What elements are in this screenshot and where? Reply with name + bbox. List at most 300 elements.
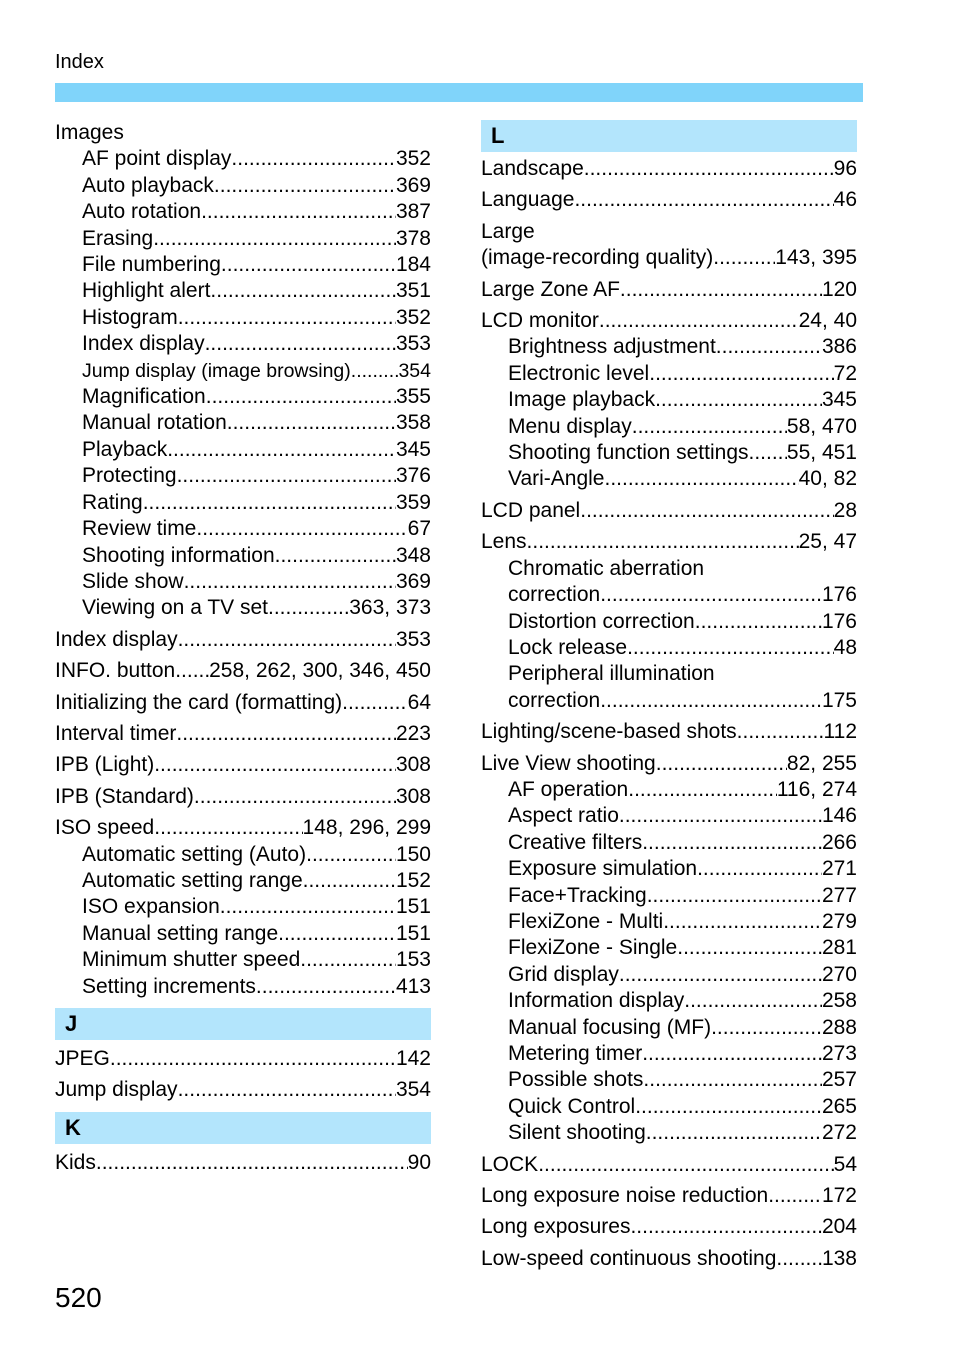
dot-leader (221, 252, 396, 278)
entry-pages: 386 (821, 335, 857, 359)
entry-pages: 413 (395, 974, 431, 998)
entry-term: Creative filters (508, 830, 643, 854)
entry-pages: 151 (395, 921, 431, 945)
entry-pages: 273 (821, 1042, 857, 1065)
header-bar (55, 83, 863, 102)
entry-pages: 151 (395, 895, 431, 919)
index-subentry (55, 173, 431, 199)
entry-pages: 348 (395, 543, 431, 567)
dot-leader (178, 305, 396, 331)
entry-term: Long exposure noise reduction (481, 1184, 769, 1208)
page-number: 520 (55, 1282, 102, 1313)
entry-term: INFO. button (55, 659, 176, 683)
entry-pages: 355 (395, 385, 431, 409)
entry-term: Initializing the card (formatting) (55, 690, 343, 714)
entry-term: Electronic level (508, 361, 650, 385)
entry-pages: 277 (821, 883, 857, 907)
index-subentry (55, 278, 431, 304)
index-entry (481, 719, 857, 745)
dot-leader (110, 1046, 396, 1072)
entry-term: Automatic setting (Auto) (82, 842, 307, 866)
index-entry (55, 120, 431, 146)
entry-pages: 146 (821, 804, 857, 828)
entry-term: Index display (55, 627, 178, 651)
index-subentry (481, 856, 857, 882)
index-entry (55, 815, 431, 841)
entry-pages: 148, 296, 299 (302, 816, 431, 840)
dot-leader (205, 331, 396, 357)
entry-term: Slide show (82, 569, 184, 593)
dot-leader (580, 498, 833, 524)
entry-term: Index display (82, 332, 205, 356)
index-subentry (55, 595, 431, 621)
entry-term: Minimum shutter speed (82, 948, 301, 972)
dot-leader (351, 358, 399, 384)
index-subentry (481, 803, 857, 829)
entry-pages: 25, 47 (798, 530, 857, 554)
dot-leader (643, 1067, 822, 1093)
entry-term: Kids (55, 1150, 96, 1174)
index-subentry (481, 466, 857, 492)
section-heading: K (55, 1112, 431, 1144)
entry-pages: 271 (821, 857, 857, 881)
index-subentry (481, 1041, 857, 1067)
index-column-left (55, 120, 431, 1176)
dot-leader (630, 1214, 822, 1240)
dot-leader (584, 156, 834, 182)
index-entry (55, 752, 431, 778)
dot-leader (620, 277, 822, 303)
entry-pages: 143, 395 (775, 246, 857, 270)
entry-pages: 46 (833, 188, 857, 212)
index-entry (55, 658, 431, 684)
dot-leader (167, 437, 396, 463)
dot-leader (642, 1041, 822, 1067)
index-subentry (55, 868, 431, 894)
entry-pages: 176 (821, 583, 857, 607)
entry-pages: 272 (821, 1121, 857, 1145)
dot-leader (716, 334, 822, 360)
index-subentry (55, 226, 431, 252)
entry-term: (image-recording quality) (481, 246, 714, 270)
dot-leader (635, 1094, 822, 1120)
index-entry (481, 1152, 857, 1178)
dot-leader (184, 569, 396, 595)
entry-term: Language (481, 188, 575, 212)
dot-leader (143, 490, 396, 516)
entry-term: Shooting information (82, 543, 275, 567)
entry-term: Large Zone AF (481, 277, 620, 301)
dot-leader (619, 803, 822, 829)
entry-term: Histogram (82, 305, 178, 329)
index-subentry (55, 490, 431, 516)
entry-term: File numbering (82, 253, 221, 277)
index-entry (55, 690, 431, 716)
entry-term: Possible shots (508, 1068, 644, 1092)
entry-term: Face+Tracking (508, 883, 647, 907)
index-subentry (55, 199, 431, 225)
entry-term: Manual focusing (MF) (508, 1015, 712, 1039)
index-subentry (55, 921, 431, 947)
index-subentry (481, 688, 857, 714)
index-subentry (481, 440, 857, 466)
entry-term: Chromatic aberration (508, 556, 705, 580)
dot-leader (599, 308, 799, 334)
entry-pages: 176 (821, 609, 857, 633)
index-entry (55, 627, 431, 653)
entry-term: FlexiZone - Single (508, 936, 678, 960)
dot-leader (201, 199, 396, 225)
dot-leader (220, 894, 396, 920)
entry-term: Lens (481, 530, 527, 554)
entry-pages: 24, 40 (798, 309, 857, 333)
index-entry (481, 1183, 857, 1209)
entry-pages: 40, 82 (798, 467, 857, 491)
entry-term: Review time (82, 517, 197, 541)
entry-term: LCD panel (481, 498, 581, 522)
entry-term: correction (508, 688, 601, 712)
entry-pages: 82, 255 (786, 751, 857, 775)
dot-leader (663, 909, 822, 935)
entry-pages: 378 (395, 226, 431, 250)
index-entry (481, 1246, 857, 1272)
dot-leader (642, 830, 822, 856)
dot-leader (303, 868, 396, 894)
index-subentry (481, 1015, 857, 1041)
entry-term: Low-speed continuous shooting (481, 1246, 777, 1270)
entry-pages: 172 (821, 1184, 857, 1208)
index-entry (481, 1214, 857, 1240)
entry-pages: 112 (823, 720, 857, 744)
dot-leader (154, 752, 396, 778)
dot-leader (210, 278, 396, 304)
dot-leader (256, 974, 396, 1000)
dot-leader (176, 721, 396, 747)
index-subentry (55, 463, 431, 489)
dot-leader (749, 440, 787, 466)
index-subentry (55, 543, 431, 569)
dot-leader (605, 466, 799, 492)
dot-leader (649, 361, 833, 387)
entry-term: Interval timer (55, 721, 177, 745)
index-subentry (55, 252, 431, 278)
entry-term: Jump display (55, 1078, 178, 1102)
entry-term: LOCK (481, 1152, 539, 1176)
index-entry (55, 1046, 431, 1072)
index-subentry (481, 909, 857, 935)
index-subentry (55, 437, 431, 463)
index-entry (55, 1077, 431, 1103)
entry-pages: 354 (398, 359, 431, 382)
entry-term: Landscape (481, 157, 584, 180)
entry-term: Playback (82, 437, 168, 461)
index-subentry (481, 1120, 857, 1146)
dot-leader (628, 777, 777, 803)
dot-leader (278, 921, 396, 947)
dot-leader (768, 1183, 822, 1209)
dot-leader (776, 1246, 822, 1272)
index-subentry (481, 962, 857, 988)
dot-leader (677, 935, 822, 961)
entry-pages: 376 (395, 464, 431, 488)
entry-pages: 281 (821, 936, 857, 960)
dot-leader (214, 173, 396, 199)
index-entry (481, 156, 857, 182)
dot-leader (231, 146, 396, 172)
entry-pages: 184 (395, 253, 431, 277)
entry-pages: 116, 274 (776, 777, 857, 801)
index-entry (481, 498, 857, 524)
entry-term: Lock release (508, 635, 628, 659)
entry-term: Live View shooting (481, 751, 656, 775)
entry-term: Long exposures (481, 1215, 631, 1239)
entry-term: Quick Control (508, 1094, 636, 1118)
entry-pages: 153 (395, 948, 431, 972)
entry-pages: 96 (833, 157, 857, 180)
dot-leader (527, 529, 799, 555)
dot-leader (627, 635, 834, 661)
index-subentry (55, 947, 431, 973)
entry-pages: 258, 262, 300, 346, 450 (209, 659, 431, 683)
dot-leader (342, 690, 408, 716)
index-subentry (481, 635, 857, 661)
entry-term: IPB (Light) (55, 753, 155, 777)
entry-term: Vari-Angle (508, 467, 605, 491)
index-entry (55, 784, 431, 810)
index-entry (481, 308, 857, 334)
entry-pages: 279 (821, 909, 857, 933)
entry-term: Menu display (508, 414, 632, 438)
entry-term: Shooting function settings (508, 441, 749, 465)
index-subentry (481, 935, 857, 961)
index-subentry (481, 988, 857, 1014)
entry-pages: 359 (395, 490, 431, 514)
entry-pages: 67 (407, 517, 431, 541)
entry-pages: 150 (395, 842, 431, 866)
entry-pages: 369 (395, 569, 431, 593)
entry-pages: 288 (821, 1015, 857, 1039)
entry-pages: 55, 451 (786, 441, 857, 465)
index-subentry (481, 387, 857, 413)
dot-leader (153, 226, 396, 252)
dot-leader (656, 751, 787, 777)
entry-pages: 308 (395, 753, 431, 777)
index-subentry (55, 516, 431, 542)
entry-pages: 265 (821, 1094, 857, 1118)
entry-pages: 352 (395, 147, 431, 171)
entry-term: Peripheral illumination (508, 662, 715, 686)
dot-leader (268, 595, 349, 621)
entry-term: Brightness adjustment (508, 335, 716, 359)
dot-leader (619, 962, 822, 988)
dot-leader (154, 815, 302, 841)
index-entry (55, 721, 431, 747)
dot-leader (600, 688, 822, 714)
dot-leader (697, 856, 822, 882)
entry-pages: 352 (395, 305, 431, 329)
entry-term: Large (481, 219, 535, 243)
entry-term: Distortion correction (508, 609, 695, 633)
dot-leader (711, 1015, 822, 1041)
entry-term: Images (55, 121, 124, 144)
dot-leader (684, 988, 822, 1014)
dot-leader (194, 784, 396, 810)
running-header: Index (55, 51, 104, 73)
dot-leader (655, 387, 822, 413)
dot-leader (574, 187, 833, 213)
entry-term: Silent shooting (508, 1121, 646, 1145)
index-entry (481, 245, 857, 271)
entry-pages: 270 (821, 962, 857, 986)
entry-pages: 175 (821, 688, 857, 712)
dot-leader (227, 410, 396, 436)
section-heading: J (55, 1008, 431, 1040)
entry-term: Manual setting range (82, 921, 279, 945)
dot-leader (177, 463, 396, 489)
index-subentry (55, 305, 431, 331)
entry-pages: 358 (395, 411, 431, 435)
entry-pages: 120 (821, 277, 857, 301)
dot-leader (632, 414, 787, 440)
entry-term: Auto rotation (82, 200, 202, 224)
entry-pages: 48 (833, 635, 857, 659)
entry-term: Manual rotation (82, 411, 227, 435)
entry-term: Automatic setting range (82, 868, 303, 892)
entry-pages: 353 (395, 627, 431, 651)
entry-pages: 353 (395, 332, 431, 356)
index-subentry (55, 842, 431, 868)
entry-pages: 266 (821, 830, 857, 854)
index-subentry (481, 661, 857, 687)
entry-term: IPB (Standard) (55, 784, 194, 808)
dot-leader (178, 627, 396, 653)
entry-pages: 345 (821, 388, 857, 412)
entry-pages: 363, 373 (349, 596, 431, 620)
index-subentry (55, 410, 431, 436)
entry-pages: 142 (395, 1047, 431, 1070)
index-subentry (481, 334, 857, 360)
entry-term: correction (508, 583, 601, 607)
index-subentry (55, 894, 431, 920)
entry-pages: 72 (833, 361, 857, 385)
entry-term: Setting increments (82, 974, 256, 998)
index-subentry (55, 358, 431, 384)
dot-leader (196, 516, 407, 542)
index-entry (481, 219, 857, 245)
index-subentry (55, 974, 431, 1000)
entry-term: Viewing on a TV set (82, 596, 269, 620)
index-entry (481, 751, 857, 777)
entry-term: Information display (508, 989, 685, 1013)
dot-leader (737, 719, 824, 745)
entry-term: Erasing (82, 226, 154, 250)
dot-leader (695, 609, 822, 635)
entry-term: Image playback (508, 388, 656, 412)
entry-term: AF point display (82, 147, 232, 171)
index-subentry (481, 556, 857, 582)
index-subentry (481, 414, 857, 440)
dot-leader (175, 658, 209, 684)
index-subentry (481, 830, 857, 856)
entry-pages: 223 (395, 721, 431, 745)
entry-term: Rating (82, 490, 143, 514)
index-subentry (481, 361, 857, 387)
entry-term: Auto playback (82, 173, 214, 197)
index-entry (481, 187, 857, 213)
entry-term: ISO expansion (82, 895, 220, 919)
entry-term: Exposure simulation (508, 857, 698, 881)
index-entry (481, 277, 857, 303)
dot-leader (275, 543, 396, 569)
index-subentry (481, 1094, 857, 1120)
entry-term: Jump display (image browsing) (82, 359, 351, 382)
dot-leader (96, 1150, 408, 1176)
index-column-right (481, 120, 857, 1272)
entry-pages: 258 (821, 989, 857, 1013)
entry-pages: 152 (395, 868, 431, 892)
index-subentry (55, 331, 431, 357)
entry-pages: 308 (395, 784, 431, 808)
index-subentry (481, 582, 857, 608)
index-subentry (481, 777, 857, 803)
index-subentry (481, 609, 857, 635)
entry-pages: 138 (821, 1246, 857, 1270)
entry-pages: 204 (821, 1215, 857, 1239)
index-entry (481, 529, 857, 555)
dot-leader (600, 582, 822, 608)
dot-leader (206, 384, 396, 410)
entry-term: Grid display (508, 962, 619, 986)
entry-pages: 90 (407, 1150, 431, 1174)
entry-term: LCD monitor (481, 309, 599, 333)
entry-term: AF operation (508, 777, 629, 801)
section-heading: L (481, 120, 857, 152)
index-subentry (55, 384, 431, 410)
entry-term: ISO speed (55, 816, 155, 840)
entry-pages: 257 (821, 1068, 857, 1092)
entry-pages: 387 (395, 200, 431, 224)
entry-pages: 28 (833, 498, 857, 522)
dot-leader (306, 842, 396, 868)
entry-term: JPEG (55, 1047, 110, 1070)
index-subentry (481, 1067, 857, 1093)
entry-term: Highlight alert (82, 279, 211, 303)
dot-leader (538, 1152, 833, 1178)
entry-term: Aspect ratio (508, 804, 619, 828)
entry-term: Metering timer (508, 1042, 643, 1065)
index-subentry (481, 883, 857, 909)
entry-term: FlexiZone - Multi (508, 909, 664, 933)
dot-leader (647, 883, 822, 909)
dot-leader (300, 947, 396, 973)
index-entry (55, 1150, 431, 1176)
entry-pages: 351 (395, 279, 431, 303)
entry-pages: 58, 470 (786, 414, 857, 438)
entry-term: Protecting (82, 464, 177, 488)
dot-leader (178, 1077, 396, 1103)
entry-pages: 354 (395, 1078, 431, 1102)
entry-pages: 345 (395, 437, 431, 461)
index-subentry (55, 569, 431, 595)
dot-leader (713, 245, 775, 271)
entry-term: Lighting/scene-based shots (481, 720, 737, 744)
dot-leader (646, 1120, 822, 1146)
entry-pages: 54 (833, 1152, 857, 1176)
entry-term: Magnification (82, 385, 206, 409)
entry-pages: 64 (407, 690, 431, 714)
entry-pages: 369 (395, 173, 431, 197)
index-subentry (55, 146, 431, 172)
